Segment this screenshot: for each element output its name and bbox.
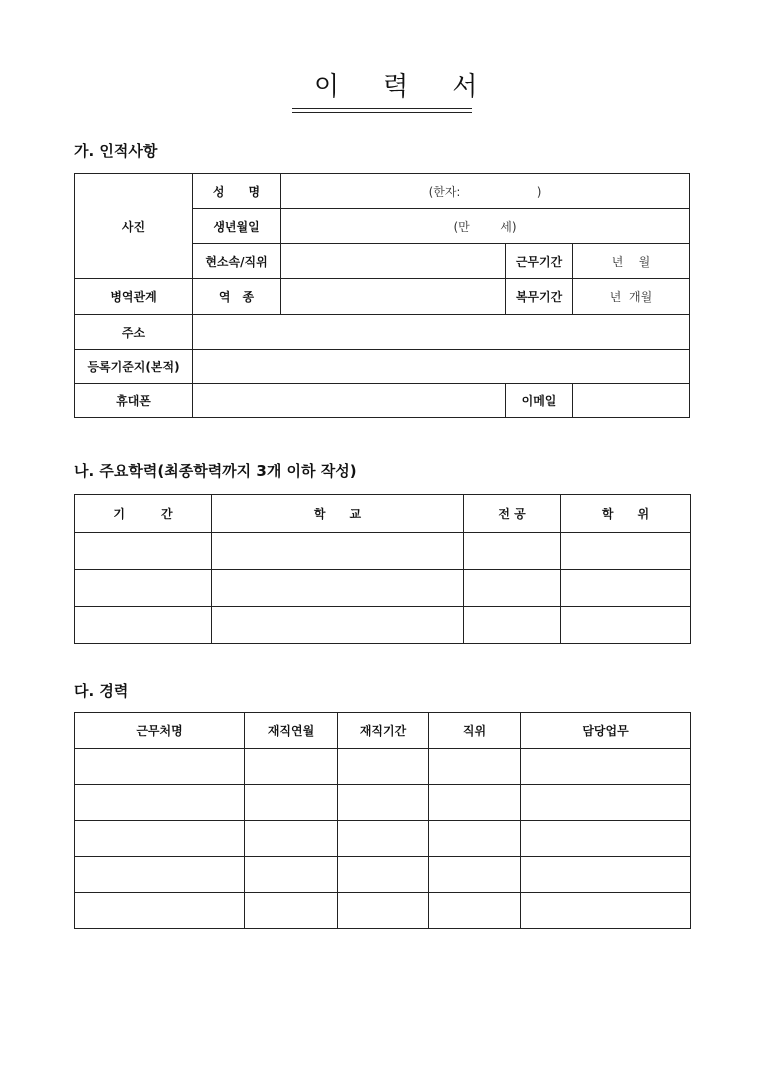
table-row: [75, 857, 691, 893]
career-header-period-month: 재직연월: [245, 713, 338, 749]
edu-period-cell[interactable]: [75, 533, 212, 570]
section-education-heading: 나. 주요학력(최종학력까지 3개 이하 작성): [74, 462, 357, 480]
edu-school-cell[interactable]: [212, 533, 464, 570]
career-company-cell[interactable]: [75, 857, 245, 893]
career-duties-cell[interactable]: [521, 821, 691, 857]
career-duration-cell[interactable]: [338, 785, 429, 821]
edu-major-cell[interactable]: [464, 533, 561, 570]
edu-degree-cell[interactable]: [561, 570, 691, 607]
table-row: [75, 893, 691, 929]
career-company-cell[interactable]: [75, 749, 245, 785]
phone-label: 휴대폰: [75, 384, 193, 418]
branch-field[interactable]: [281, 279, 506, 315]
dept-label: 현소속/직위: [193, 244, 281, 279]
career-duration-cell[interactable]: [338, 893, 429, 929]
education-table: [74, 494, 691, 644]
career-duties-cell[interactable]: [521, 749, 691, 785]
edu-period-cell[interactable]: [75, 607, 212, 644]
career-header-company: 근무처명: [75, 713, 245, 749]
career-month-cell[interactable]: [245, 893, 338, 929]
career-month-cell[interactable]: [245, 857, 338, 893]
birth-field[interactable]: [281, 209, 690, 244]
name-label: 성 명: [193, 174, 281, 209]
tenure-field[interactable]: 년 월: [573, 244, 690, 279]
name-field[interactable]: [281, 174, 690, 209]
military-label: 병역관계: [75, 279, 193, 315]
edu-major-cell[interactable]: [464, 570, 561, 607]
edu-header-degree: 학 위: [561, 495, 691, 533]
personal-info-table: [74, 173, 690, 418]
dept-field[interactable]: [281, 244, 506, 279]
career-position-cell[interactable]: [429, 893, 521, 929]
branch-label: 역 종: [193, 279, 281, 315]
career-position-cell[interactable]: [429, 857, 521, 893]
career-position-cell[interactable]: [429, 785, 521, 821]
career-duties-cell[interactable]: [521, 857, 691, 893]
career-duties-cell[interactable]: [521, 893, 691, 929]
tenure-label: 근무기간: [506, 244, 573, 279]
email-label: 이메일: [506, 384, 573, 418]
career-company-cell[interactable]: [75, 785, 245, 821]
career-position-cell[interactable]: [429, 821, 521, 857]
table-row: [75, 821, 691, 857]
registry-label: 등록기준지(본적): [75, 350, 193, 384]
table-row: [75, 785, 691, 821]
title-underline: [292, 108, 472, 109]
career-duration-cell[interactable]: [338, 857, 429, 893]
career-duties-cell[interactable]: [521, 785, 691, 821]
address-field[interactable]: [193, 315, 690, 350]
table-row: [75, 570, 691, 607]
title-char: 이: [314, 72, 340, 102]
age-field: (만 세): [453, 219, 517, 234]
career-month-cell[interactable]: [245, 821, 338, 857]
career-month-cell[interactable]: [245, 785, 338, 821]
edu-degree-cell[interactable]: [561, 607, 691, 644]
email-field[interactable]: [573, 384, 690, 418]
edu-degree-cell[interactable]: [561, 533, 691, 570]
hanja-field: (한자: ): [428, 184, 542, 199]
career-month-cell[interactable]: [245, 749, 338, 785]
title-char: 서: [452, 72, 478, 102]
registry-field[interactable]: [193, 350, 690, 384]
edu-school-cell[interactable]: [212, 570, 464, 607]
career-company-cell[interactable]: [75, 821, 245, 857]
edu-header-major: 전 공: [464, 495, 561, 533]
table-row: [75, 749, 691, 785]
table-row: [75, 533, 691, 570]
address-label: 주소: [75, 315, 193, 350]
career-position-cell[interactable]: [429, 749, 521, 785]
career-company-cell[interactable]: [75, 893, 245, 929]
service-label: 복무기간: [506, 279, 573, 315]
title-underline: [292, 112, 472, 113]
section-career-heading: 다. 경력: [74, 682, 129, 700]
phone-field[interactable]: [193, 384, 506, 418]
career-header-duties: 담당업무: [521, 713, 691, 749]
career-table: [74, 712, 691, 929]
edu-major-cell[interactable]: [464, 607, 561, 644]
edu-school-cell[interactable]: [212, 607, 464, 644]
document-title: [292, 70, 478, 116]
edu-period-cell[interactable]: [75, 570, 212, 607]
edu-header-school: 학 교: [212, 495, 464, 533]
edu-header-period: 기 간: [75, 495, 212, 533]
career-duration-cell[interactable]: [338, 821, 429, 857]
birth-label: 생년월일: [193, 209, 281, 244]
career-duration-cell[interactable]: [338, 749, 429, 785]
career-header-position: 직위: [429, 713, 521, 749]
table-row: [75, 607, 691, 644]
photo-cell[interactable]: 사진: [75, 174, 193, 279]
title-char: 력: [383, 72, 409, 102]
career-header-duration: 재직기간: [338, 713, 429, 749]
section-personal-info-heading: 가. 인적사항: [74, 142, 158, 160]
service-field[interactable]: 년 개월: [573, 279, 690, 315]
